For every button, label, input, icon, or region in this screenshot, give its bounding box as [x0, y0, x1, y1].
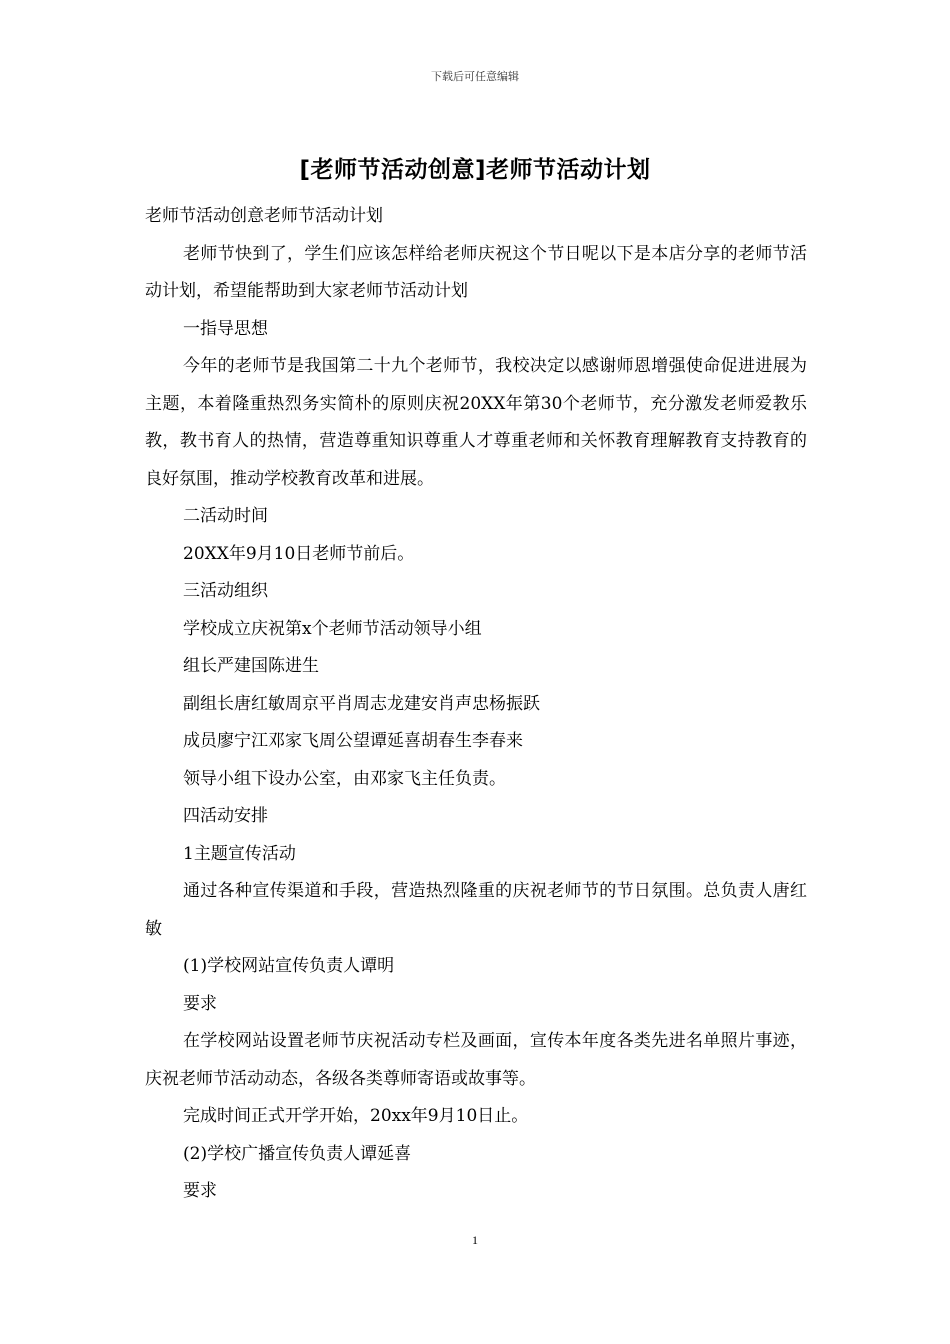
office-line: 领导小组下设办公室，由邓家飞主任负责。: [183, 768, 506, 789]
section-heading-activity-time: 二活动时间: [183, 506, 268, 526]
requirements-label: 要求: [183, 993, 217, 1014]
leader-line: 组长严建国陈进生: [183, 656, 319, 676]
header-note: 下载后可任意编辑: [431, 70, 519, 83]
subtitle-paragraph: 老师节活动创意老师节活动计划: [145, 206, 383, 226]
intro-paragraph: 老师节快到了，学生们应该怎样给老师庆祝这个节日呢以下是本店分享的老师节活动计划，希望能帮助到大家老师节活动计划: [145, 243, 807, 301]
promotion-paragraph: 通过各种宣传渠道和手段，营造热烈隆重的庆祝老师节的节日氛围。总负责人唐红敏: [145, 881, 807, 939]
section-heading-arrangement: 四活动安排: [183, 806, 268, 826]
members-line: 成员廖宁江邓家飞周公望谭延喜胡春生李春来: [183, 731, 523, 751]
subsection-heading-promotion: 1主题宣传活动: [183, 843, 296, 864]
website-requirements-paragraph: 在学校网站设置老师节庆祝活动专栏及画面，宣传本年度各类先进名单照片事迹，庆祝老师节活动动态，各级各类尊师寄语或故事等。: [145, 1031, 807, 1089]
requirements-label: 要求: [183, 1181, 217, 1201]
guiding-idea-paragraph: 今年的老师节是我国第二十九个老师节，我校决定以感谢师恩增强使命促进进展为主题，本着隆重热烈务实简朴的原则庆祝20XX年第30个老师节，充分激发老师爱教乐教，教书育人的热情，营造尊重知识尊重人才尊重老师和关怀教育理解教育支持教育的良好氛围，推动学校教育改革和进展。: [145, 356, 807, 489]
section-heading-organization: 三活动组织: [183, 581, 268, 601]
organization-line: 学校成立庆祝第x个老师节活动领导小组: [183, 618, 482, 639]
deputy-leader-line: 副组长唐红敏周京平肖周志龙建安肖声忠杨振跃: [183, 693, 540, 714]
section-heading-guiding-idea: 一指导思想: [183, 318, 268, 339]
broadcast-promotion-line: (2)学校广播宣传负责人谭延喜: [183, 1143, 412, 1164]
document-body: [145, 198, 807, 1211]
document-title: [老师节活动创意]老师节活动计划: [299, 157, 651, 183]
completion-time-line: 完成时间正式开学开始，20xx年9月10日止。: [183, 1106, 529, 1126]
page-number: 1: [472, 1233, 478, 1247]
activity-time-paragraph: 20XX年9月10日老师节前后。: [183, 543, 415, 564]
website-promotion-line: (1)学校网站宣传负责人谭明: [183, 956, 395, 976]
